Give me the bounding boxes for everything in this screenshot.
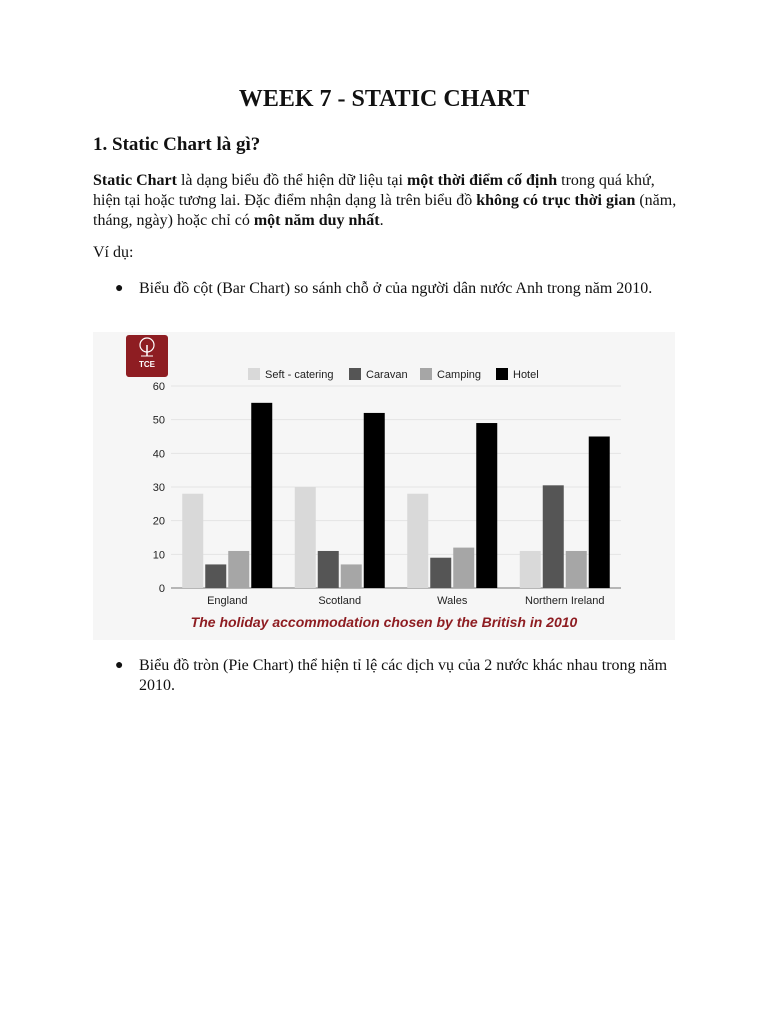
x-tick-label: England <box>207 595 248 607</box>
bar <box>476 423 497 588</box>
bar <box>318 551 339 588</box>
y-tick-label: 50 <box>152 414 165 427</box>
intro-bold-no-time-axis: không có trục thời gian <box>476 192 636 209</box>
bar <box>251 403 272 588</box>
bar <box>182 494 203 588</box>
intro-bold-single-year: một năm duy nhất <box>253 212 380 229</box>
y-tick-label: 0 <box>158 583 165 595</box>
bar <box>453 548 474 588</box>
bullet-dot-icon: ● <box>115 281 124 296</box>
bar-chart-figure <box>93 332 675 640</box>
term-static-chart: Static Chart <box>93 172 177 189</box>
x-tick-label: Northern Ireland <box>525 595 605 607</box>
y-tick-label: 10 <box>152 549 165 562</box>
bullet-bar-chart <box>115 279 685 299</box>
bullet-dot-icon: ● <box>115 658 124 673</box>
intro-text-3: (năm, tháng, ngày) hoặc chỉ có <box>93 192 677 229</box>
bar <box>430 558 451 588</box>
logo-text: TCE <box>139 360 155 369</box>
intro-text-1: là dạng biểu đồ thể hiện dữ liệu tại <box>176 172 407 189</box>
intro-paragraph <box>93 171 683 231</box>
legend-swatch <box>349 368 361 380</box>
bar <box>566 551 587 588</box>
intro-text-2: trong quá khứ, hiện tại hoặc tương lai. Đặc điểm nhận dạng là trên biểu đồ <box>93 172 655 209</box>
y-tick-label: 60 <box>152 381 165 393</box>
bar <box>295 487 316 588</box>
bullet-text: Biểu đồ tròn (Pie Chart) thể hiện tỉ lệ các dịch vụ của 2 nước khác nhau trong năm 2010. <box>139 657 668 694</box>
bar <box>407 494 428 588</box>
legend-label: Camping <box>437 369 482 381</box>
chart-caption: The holiday accommodation chosen by the British in 2010 <box>190 614 578 630</box>
bar <box>341 564 362 588</box>
intro-text-4: . <box>379 212 384 229</box>
legend-label: Hotel <box>513 369 539 381</box>
intro-bold-fixed-time: một thời điểm cố định <box>406 172 558 189</box>
x-tick-label: Wales <box>437 595 468 607</box>
bar <box>589 437 610 589</box>
bar <box>205 564 226 588</box>
bullet-pie-chart <box>115 656 685 696</box>
x-tick-label: Scotland <box>318 595 362 607</box>
legend-swatch <box>420 368 432 380</box>
bar <box>543 485 564 588</box>
bar <box>228 551 249 588</box>
bar <box>364 413 385 588</box>
example-label: Ví dụ: <box>93 244 134 261</box>
legend-label: Seft - catering <box>265 369 334 381</box>
document-title: WEEK 7 - STATIC CHART <box>238 86 530 112</box>
legend-label: Caravan <box>366 369 408 381</box>
bar <box>520 551 541 588</box>
y-tick-label: 30 <box>152 482 165 494</box>
bullet-text: Biểu đồ cột (Bar Chart) so sánh chỗ ở của người dân nước Anh trong năm 2010. <box>139 280 653 297</box>
y-tick-label: 40 <box>152 448 165 461</box>
bar-chart <box>93 332 675 614</box>
legend-swatch <box>248 368 260 380</box>
section-heading: 1. Static Chart là gì? <box>93 134 261 155</box>
legend-swatch <box>496 368 508 380</box>
y-tick-label: 20 <box>152 515 165 528</box>
